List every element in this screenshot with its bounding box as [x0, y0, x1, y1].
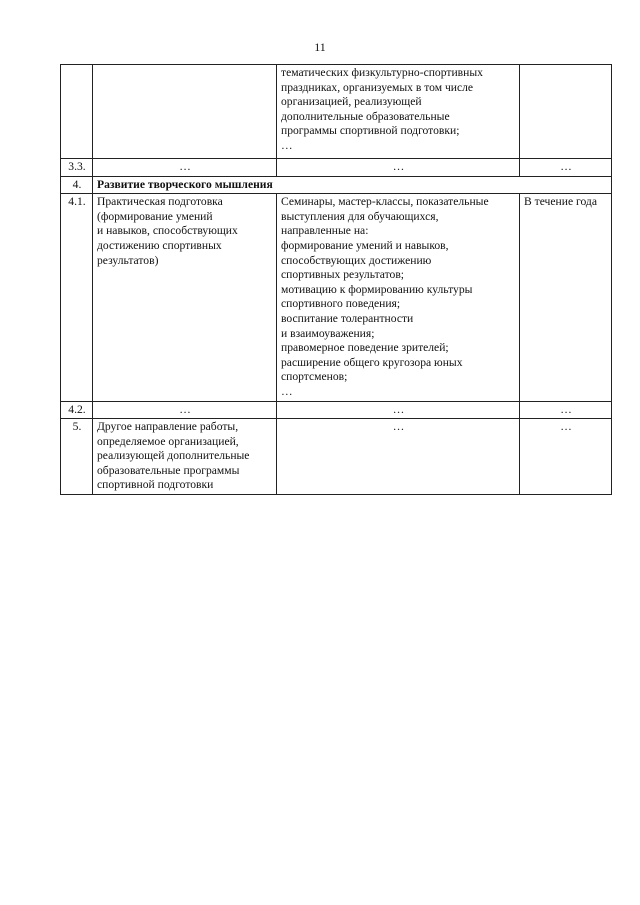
period-cell: …: [520, 419, 612, 495]
row-number-cell: [61, 65, 93, 159]
direction-cell: [93, 194, 277, 401]
direction-line: определяемое организацией,: [97, 434, 239, 448]
content-line: праздниках, организуемых в том числе: [281, 80, 474, 94]
period-cell: …: [520, 159, 612, 177]
content-cell: [277, 65, 520, 159]
content-line: спортсменов;: [281, 370, 348, 384]
period-cell: В течение года: [520, 194, 612, 401]
content-line: спортивных результатов;: [281, 268, 405, 282]
row-number-cell: 3.3.: [61, 159, 93, 177]
content-line: выступления для обучающихся,: [281, 209, 439, 223]
section-row: [61, 176, 612, 194]
direction-line: образовательные программы: [97, 463, 240, 477]
direction-line: достижению спортивных: [97, 238, 222, 252]
content-line: правомерное поведение зрителей;: [281, 341, 449, 355]
content-ellipsis: …: [281, 138, 293, 152]
content-line: формирование умений и навыков,: [281, 238, 449, 252]
content-line: расширение общего кругозора юных: [281, 355, 463, 369]
direction-line: реализующей дополнительные: [97, 449, 250, 463]
content-ellipsis: …: [281, 384, 293, 398]
direction-line: Практическая подготовка: [97, 195, 223, 209]
direction-cell: …: [93, 159, 277, 177]
content-line: тематических физкультурно-спортивных: [281, 66, 483, 79]
page-number: 11: [314, 40, 326, 54]
content-line: мотивацию к формированию культуры: [281, 282, 473, 296]
content-line: организацией, реализующей: [281, 95, 422, 109]
row-number-cell: 4.: [61, 176, 93, 194]
direction-line: и навыков, способствующих: [97, 224, 238, 238]
section-title: Развитие творческого мышления: [93, 176, 612, 194]
table-row: [61, 159, 612, 177]
direction-cell: …: [93, 401, 277, 419]
content-line: направленные на:: [281, 224, 369, 238]
period-cell: …: [520, 401, 612, 419]
content-line: и взаимоуважения;: [281, 326, 375, 340]
direction-line: (формирование умений: [97, 209, 213, 223]
content-line: способствующих достижению: [281, 253, 432, 267]
content-line: дополнительные образовательные: [281, 109, 450, 123]
direction-cell: [93, 419, 277, 495]
content-line: спортивного поведения;: [281, 297, 401, 311]
table-row: [61, 65, 612, 159]
content-cell: …: [277, 159, 520, 177]
direction-cell: [93, 65, 277, 159]
content-line: программы спортивной подготовки;: [281, 124, 460, 138]
direction-line: результатов): [97, 253, 159, 267]
plan-table: [60, 64, 612, 495]
content-cell: …: [277, 401, 520, 419]
row-number-cell: 4.2.: [61, 401, 93, 419]
table-row: [61, 401, 612, 419]
table-row: [61, 419, 612, 495]
content-cell: [277, 194, 520, 401]
period-cell: [520, 65, 612, 159]
direction-line: Другое направление работы,: [97, 420, 239, 434]
direction-line: спортивной подготовки: [97, 478, 214, 492]
row-number-cell: 5.: [61, 419, 93, 495]
row-number-cell: 4.1.: [61, 194, 93, 401]
content-line: Семинары, мастер-классы, показательные: [281, 195, 489, 209]
table-row: [61, 194, 612, 401]
content-cell: …: [277, 419, 520, 495]
content-line: воспитание толерантности: [281, 311, 414, 325]
